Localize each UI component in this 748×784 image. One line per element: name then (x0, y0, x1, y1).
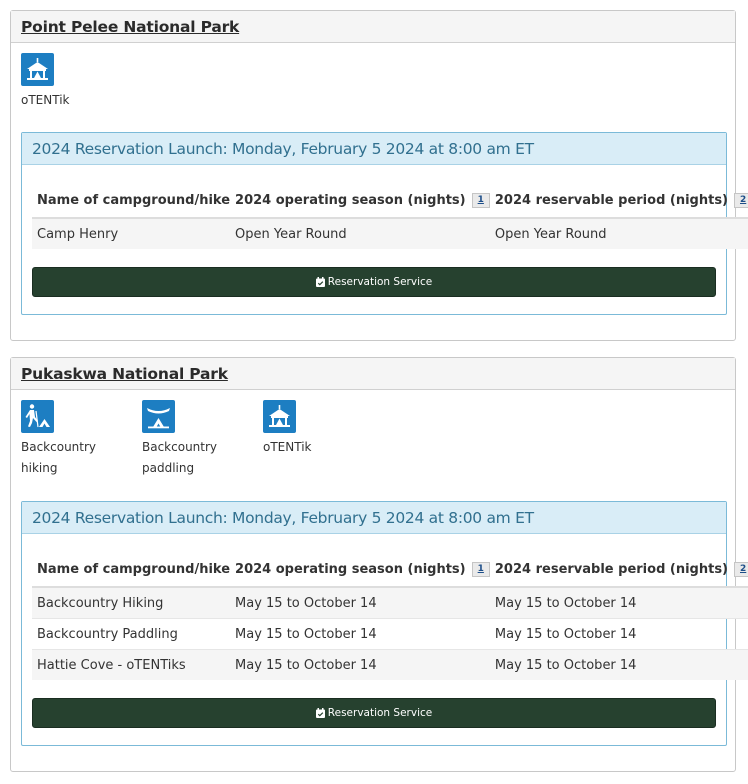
reservation-service-button[interactable] (32, 267, 716, 297)
reservation-panel (21, 132, 747, 315)
operating-season-cell: May 15 to October 14 (230, 619, 490, 650)
park-card-header (11, 358, 735, 390)
reservation-service-button[interactable] (32, 698, 716, 728)
operating-season-cell: Open Year Round (230, 218, 490, 249)
park-title-link[interactable]: Pukaskwa National Park (21, 365, 228, 383)
activity-otentik (21, 53, 131, 111)
reservation-launch-title: 2024 Reservation Launch: Monday, February 5 2024 at 8:00 am ET (32, 509, 534, 527)
reservation-table (32, 183, 748, 249)
activity-otentik (263, 400, 373, 458)
footnote-link-2[interactable]: 2 (734, 193, 748, 208)
backcountry-paddling-icon (142, 400, 175, 433)
activity-icons (21, 53, 721, 123)
backcountry-hiking-icon (21, 400, 54, 433)
footnote-link-1[interactable]: 1 (472, 193, 490, 208)
footnote-link-2[interactable]: 2 (734, 562, 748, 577)
activity-label: oTENTik (263, 440, 312, 454)
footnote-link-1[interactable]: 1 (472, 562, 490, 577)
column-header-operating-season: 2024 operating season (nights) 1 (230, 183, 490, 218)
calendar-check-icon (316, 277, 325, 287)
activity-backcountry-hiking (21, 400, 131, 479)
calendar-check-icon (316, 708, 325, 718)
park-card-point-pelee (10, 10, 747, 341)
campground-name-cell: Hattie Cove - oTENTiks (32, 650, 230, 681)
table-row (32, 650, 748, 681)
reservation-panel-header (22, 133, 726, 165)
column-header-campground: Name of campground/hike (32, 552, 230, 587)
table-row (32, 218, 748, 249)
otentik-icon (21, 53, 54, 86)
reservation-table (32, 552, 748, 680)
campground-name-cell: Backcountry Paddling (32, 619, 230, 650)
reservable-period-cell: May 15 to October 14 (490, 619, 748, 650)
table-header-row (32, 552, 748, 587)
activity-label: Backcountry hiking (21, 440, 97, 475)
reservation-launch-title: 2024 Reservation Launch: Monday, February 5 2024 at 8:00 am ET (32, 140, 534, 158)
activity-backcountry-paddling (142, 400, 252, 479)
table-row (32, 619, 748, 650)
column-header-campground: Name of campground/hike (32, 183, 230, 218)
reservation-panel-header (22, 502, 726, 534)
activity-label: Backcountry paddling (142, 440, 218, 475)
reservation-panel (21, 501, 747, 746)
park-card-header (11, 11, 735, 43)
activity-label: oTENTik (21, 93, 70, 107)
park-card-pukaskwa (10, 357, 747, 772)
park-title-link[interactable]: Point Pelee National Park (21, 18, 240, 36)
campground-name-cell: Backcountry Hiking (32, 587, 230, 619)
column-header-reservable-period: 2024 reservable period (nights) 2 (490, 552, 748, 587)
activity-icons (21, 400, 721, 475)
operating-season-cell: May 15 to October 14 (230, 587, 490, 619)
column-header-reservable-period: 2024 reservable period (nights) 2 (490, 183, 748, 218)
reservable-period-cell: Open Year Round (490, 218, 748, 249)
reservable-period-cell: May 15 to October 14 (490, 587, 748, 619)
reservable-period-cell: May 15 to October 14 (490, 650, 748, 681)
column-header-operating-season: 2024 operating season (nights) 1 (230, 552, 490, 587)
table-row (32, 587, 748, 619)
table-header-row (32, 183, 748, 218)
operating-season-cell: May 15 to October 14 (230, 650, 490, 681)
otentik-icon (263, 400, 296, 433)
reservation-service-label: Reservation Service (327, 707, 433, 719)
campground-name-cell: Camp Henry (32, 218, 230, 249)
reservation-service-label: Reservation Service (327, 276, 433, 288)
